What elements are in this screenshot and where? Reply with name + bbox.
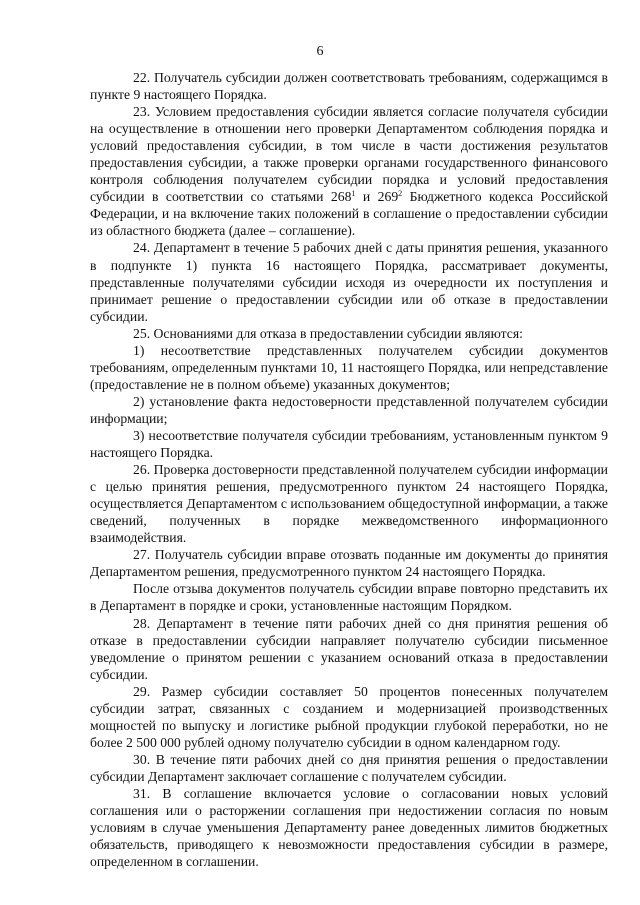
- paragraph-28: 28. Департамент в течение пяти рабочих дней со дня принятия решения об отказе в предоставлении субсидии направляет получателю субсидии письменное уведомление о принятом решении с указанием оснований отказа в предоставлении субсидии.: [90, 615, 608, 682]
- paragraph-23-text-before: 23. Условием предоставления субсидии является согласие получателя субсидии на осуществление в отношении него проверки Департаментом соблюдения порядка и условий предоставления субсидии, в том числе в части достижения результатов предоставления субсидии, а также проверки органами государственного финансового контроля соблюдения получателем субсидии порядка и условий предоставления субсидии в соответствии со статьями 268: [90, 104, 608, 205]
- paragraph-25: 25. Основаниями для отказа в предоставлении субсидии являются:: [133, 325, 523, 341]
- paragraph-22: 22. Получатель субсидии должен соответствовать требованиям, содержащимся в пункте 9 настоящего Порядка.: [90, 70, 608, 103]
- paragraph-31: 31. В соглашение включается условие о согласовании новых условий соглашения или о расторжении соглашения при недостижении согласия по новым условиям в случае уменьшения Департаменту ранее доведенных лимитов бюджетных обязательств, приводящего к невозможности предоставления субсидии в размере, определенном в соглашении.: [90, 785, 608, 870]
- paragraph-27-continuation: После отзыва документов получатель субсидии вправе повторно представить их в Департамент в порядке и сроки, установленные настоящим Порядком.: [90, 581, 608, 614]
- paragraph-25-item-3: 3) несоответствие получателя субсидии требованиям, установленным пунктом 9 настоящего Порядка.: [90, 427, 608, 461]
- paragraph-25-item-1: 1) несоответствие представленных получателем субсидии документов требованиям, определенным пунктами 10, 11 настоящего Порядка, или непредставление (предоставление не в полном объеме) указанных документов;: [90, 342, 608, 392]
- paragraph-23-text-middle: и 269: [355, 189, 399, 205]
- paragraph-27: 27. Получатель субсидии вправе отозвать поданные им документы до принятия Департаментом решения, предусмотренного пунктом 24 настоящего Порядка.: [90, 547, 608, 580]
- paragraph-26: 26. Проверка достоверности представленной получателем субсидии информации с целью принятия решения, предусмотренного пунктом 24 настоящего Порядка, осуществляется Департаментом с использованием общедоступной информации, а также сведений, полученных в порядке межведомственного информационного взаимодействия.: [90, 462, 608, 546]
- paragraph-23-text-after: Бюджетного кодекса Российской Федерации, и на включение таких положений в соглашение о предоставлении субсидии из областного бюджета (далее – соглашение).: [90, 189, 608, 239]
- page-number: 6: [316, 44, 324, 59]
- paragraph-24: 24. Департамент в течение 5 рабочих дней с даты принятия решения, указанного в подпункте 1) пункта 16 настоящего Порядка, рассматривает документы, представленные получателями субсидии исходя из очередности их поступления и принимает решение о предоставлении субсидии или об отказе в предоставлении субсидии.: [90, 240, 608, 324]
- superscript-1: 1: [351, 189, 356, 199]
- superscript-2: 2: [398, 189, 403, 199]
- paragraph-23: [90, 103, 608, 239]
- paragraph-25-item-2: 2) установление факта недостоверности представленной получателем субсидии информации;: [90, 393, 608, 426]
- paragraph-30: 30. В течение пяти рабочих дней со дня принятия решения о предоставлении субсидии Департамент заключает соглашение с получателем субсидии.: [90, 751, 608, 784]
- document-body: [90, 69, 608, 870]
- paragraph-29: 29. Размер субсидии составляет 50 процентов понесенных получателем субсидии затрат, связанных с созданием и модернизацией производственных мощностей по выпуску и логистике рыбной продукции глубокой переработки, но не более 2 500 000 рублей одному получателю субсидии в одном календарном году.: [90, 683, 608, 750]
